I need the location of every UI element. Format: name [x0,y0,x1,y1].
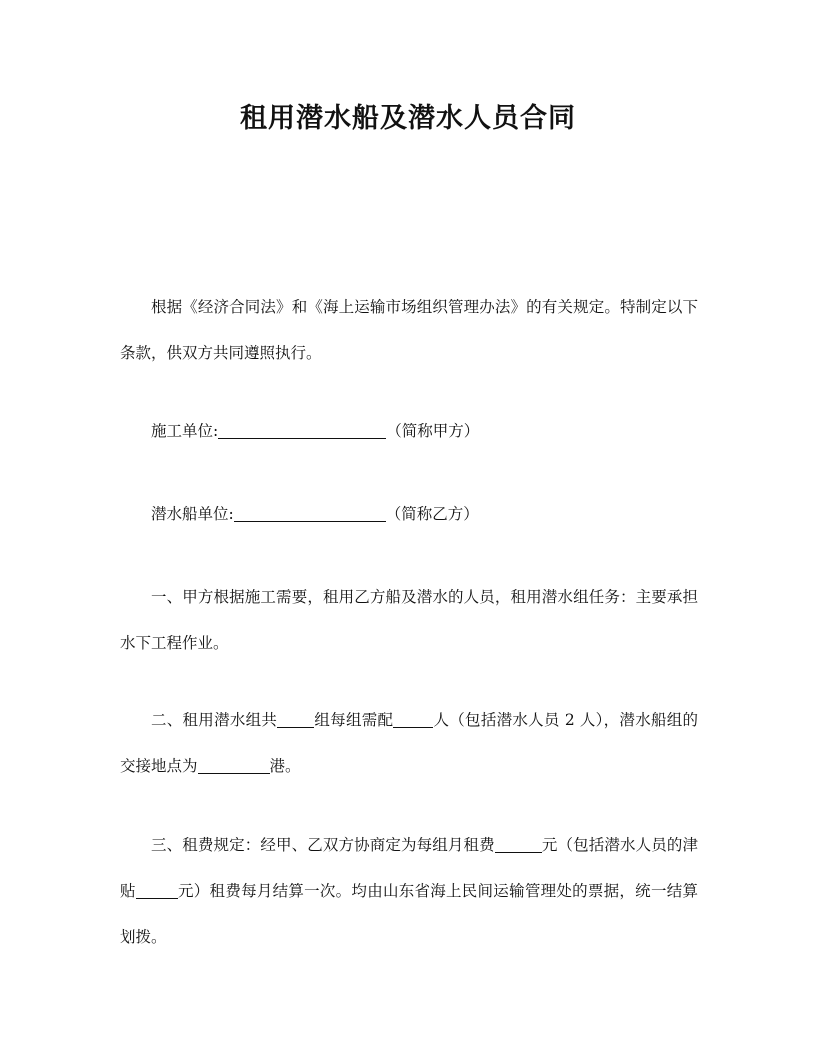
port-blank [198,757,270,774]
clause-3-text: 三、租费规定：经甲、乙双方协商定为每组月租费 [151,836,495,854]
party-b-suffix: （简称乙方） [385,505,479,523]
clause-2-text: 二、租用潜水组共 [151,711,278,729]
party-a-label: 施工单位: [151,422,219,440]
people-count-blank [393,711,433,728]
clause-1: 一、甲方根据施工需要，租用乙方船及潜水的人员，租用潜水组任务：主要承担水下工程作业。 [120,588,698,652]
party-b-line [120,491,698,537]
party-a-line [120,408,698,454]
allowance-blank [136,882,178,899]
intro-paragraph: 根据《经济合同法》和《海上运输市场组织管理办法》的有关规定。特制定以下条款，供双方共同遵照执行。 [120,298,698,362]
clause-3 [120,822,698,960]
clause-3-text: 元（包括潜水人员的津贴 [120,836,698,900]
clause-2-text: 港。 [269,757,301,775]
clause-3-text: 元）租费每月结算一次。均由山东省海上民间运输管理处的票据，统一结算划拨。 [120,882,698,946]
party-b-blank [234,505,386,522]
clause-2-text: 人（包括潜水人员 2 人），潜水船组的交接地点为 [120,711,698,775]
party-b-label: 潜水船单位: [151,505,234,523]
group-count-blank [277,711,314,728]
document-title: 租用潜水船及潜水人员合同 [240,103,576,134]
monthly-fee-blank [495,836,542,853]
clause-2 [120,697,698,789]
clause-2-text: 组每组需配 [314,711,394,729]
party-a-suffix: （简称甲方） [386,422,480,440]
party-a-blank [218,422,386,439]
